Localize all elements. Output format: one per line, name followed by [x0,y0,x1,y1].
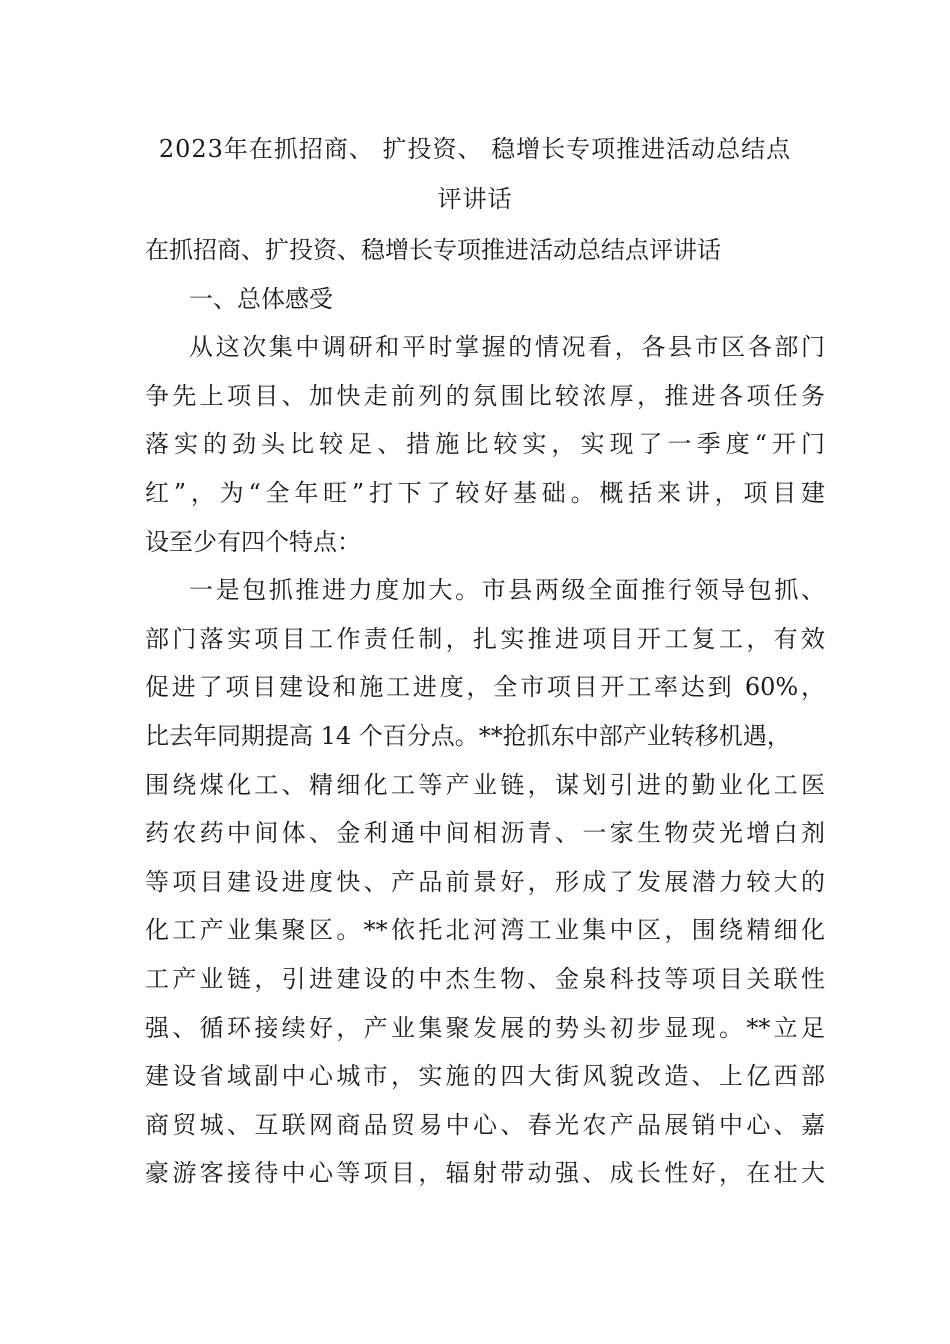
paragraph-line: 促进了项目建设和施工进度，全市项目开工率达到 60%， [145,673,825,702]
paragraph-line: 建设省域副中心城市，实施的四大街风貌改造、上亿西部 [145,1062,825,1091]
paragraph-line: 红”，为“全年旺”打下了较好基础。概括来讲，项目建 [145,478,825,507]
paragraph-line: 工产业链，引进建设的中杰生物、金泉科技等项目关联性 [145,964,825,993]
paragraph-line: 从这次集中调研和平时掌握的情况看，各县市区各部门 [189,333,825,362]
paragraph-line: 围绕煤化工、精细化工等产业链，谋划引进的勤业化工医 [145,770,825,799]
paragraph-line: 一是包抓推进力度加大。市县两级全面推行领导包抓、 [189,576,825,605]
paragraph-line: 化工产业集聚区。**依托北河湾工业集中区，围绕精细化 [145,916,825,945]
paragraph-line: 争先上项目、加快走前列的氛围比较浓厚，推进各项任务 [145,381,825,410]
paragraph-line: 等项目建设进度快、产品前景好，形成了发展潜力较大的 [145,867,825,896]
paragraph-line: 部门落实项目工作责任制，扎实推进项目开工复工，有效 [145,624,825,653]
section-heading: 一、总体感受 [189,284,333,313]
document-body [145,226,825,1198]
paragraph-line: 商贸城、互联网商品贸易中心、春光农产品展销中心、嘉 [145,1110,825,1139]
paragraph-line: 药农药中间体、金利通中间相沥青、一家生物荧光增白剂 [145,819,825,848]
paragraph-line: 落实的劲头比较足、措施比较实，实现了一季度“开门 [145,430,825,459]
document-title-line-1: 2023年在抓招商、 扩投资、 稳增长专项推进活动总结点 [158,135,792,163]
paragraph-line: 强、循环接续好，产业集聚发展的势头初步显现。**立足 [145,1013,825,1042]
subtitle-line: 在抓招商、扩投资、稳增长专项推进活动总结点评讲话 [145,236,721,264]
paragraph-line: 比去年同期提高 14 个百分点。**抢抓东中部产业转移机遇， [145,721,791,750]
paragraph-line: 豪游客接待中心等项目，辐射带动强、成长性好，在壮大 [145,1159,825,1188]
document-title-line-2: 评讲话 [437,185,513,213]
paragraph-line: 设至少有四个特点： [145,527,361,556]
